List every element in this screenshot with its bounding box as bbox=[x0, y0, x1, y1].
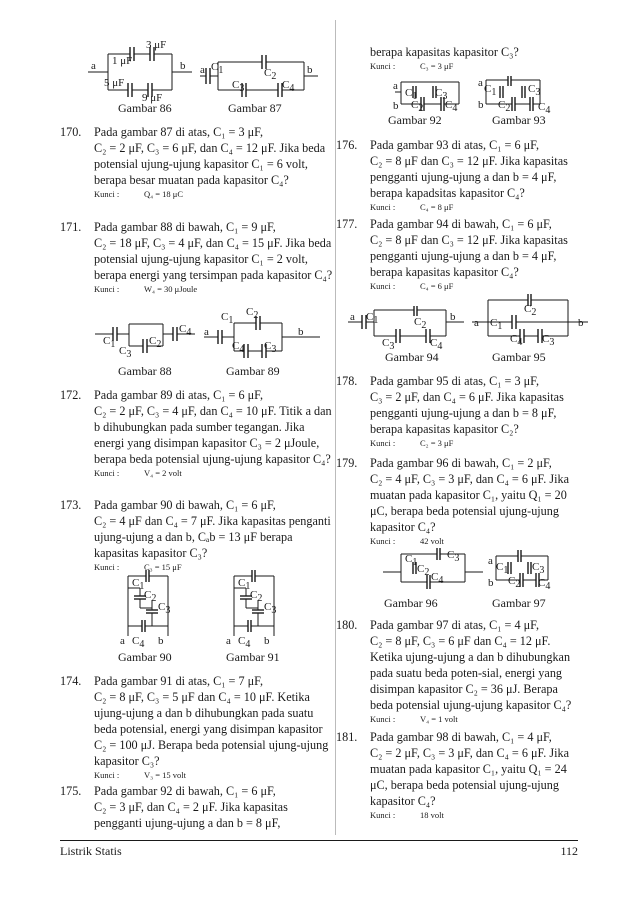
fig89-c4-sub: 4 bbox=[239, 344, 245, 355]
kunci-label: Kunci : bbox=[370, 202, 396, 212]
question-177 bbox=[336, 216, 578, 293]
fig97-c1-sub: 1 bbox=[503, 565, 509, 576]
kunci-label: Kunci : bbox=[94, 284, 120, 294]
question-head: Pada gambar 87 di atas, C₁ = 3 μF, bbox=[94, 125, 263, 139]
fig95-a: a bbox=[474, 317, 479, 329]
fig87-c2: C bbox=[264, 67, 272, 79]
fig92-a: a bbox=[393, 80, 398, 92]
fig88-c3-sub: 3 bbox=[126, 349, 132, 360]
fig87-a: a bbox=[200, 64, 205, 76]
fig97-c4-sub: 4 bbox=[545, 581, 551, 592]
fig97-a: a bbox=[488, 555, 493, 567]
question-number: 176. bbox=[336, 138, 358, 152]
fig97-b: b bbox=[488, 577, 494, 589]
fig91-c3-sub: 3 bbox=[271, 605, 277, 616]
kunci-answer: V₃ = 15 volt bbox=[144, 770, 186, 780]
fig92-c2-sub: 2 bbox=[418, 103, 424, 114]
question-number: 170. bbox=[60, 125, 82, 139]
svg-text:C2 bbox=[250, 589, 262, 604]
question-172 bbox=[60, 387, 335, 480]
svg-text:C2 bbox=[264, 67, 276, 82]
svg-text:C4 bbox=[232, 340, 244, 355]
question-178 bbox=[336, 373, 578, 450]
fig87-c4-sub: 4 bbox=[289, 83, 295, 94]
question-173 bbox=[60, 497, 335, 574]
figure-92-caption: Gambar 92 bbox=[388, 113, 442, 127]
svg-text:C1 bbox=[490, 317, 502, 332]
kunci-label: Kunci : bbox=[370, 61, 396, 71]
question-head: Pada gambar 93 di atas, C₁ = 6 μF, bbox=[370, 138, 539, 152]
svg-text:C1 bbox=[496, 561, 508, 576]
fig95-b: b bbox=[578, 317, 584, 329]
question-head: Pada gambar 92 di bawah, C₁ = 6 μF, bbox=[94, 784, 276, 798]
question-number: 178. bbox=[336, 374, 358, 388]
fig95-c4: C bbox=[510, 333, 518, 345]
question-head: Pada gambar 88 di bawah, C₁ = 9 μF, bbox=[94, 220, 276, 234]
fig92-c3: C bbox=[435, 87, 443, 99]
figure-87-caption: Gambar 87 bbox=[228, 101, 282, 115]
fig93-c2-sub: 2 bbox=[505, 103, 511, 114]
fig95-c3-sub: 3 bbox=[549, 337, 555, 348]
figure-89-caption: Gambar 89 bbox=[226, 364, 280, 378]
svg-text:C3 bbox=[232, 79, 244, 94]
kunci-label: Kunci : bbox=[370, 438, 396, 448]
fig91-c1: C bbox=[238, 577, 246, 589]
figure-88-circuit bbox=[95, 322, 195, 360]
svg-text:C2 bbox=[246, 306, 258, 321]
fig87-c4: C bbox=[282, 79, 290, 91]
fig91-c2: C bbox=[250, 589, 258, 601]
fig88-c4-sub: 4 bbox=[186, 327, 192, 338]
figure-97-caption: Gambar 97 bbox=[492, 596, 546, 610]
svg-text:C3 bbox=[532, 561, 544, 576]
kunci-label: Kunci : bbox=[370, 714, 396, 724]
fig90-c1: C bbox=[132, 577, 140, 589]
kunci-label: Kunci : bbox=[370, 281, 396, 291]
figure-90-circuit bbox=[118, 570, 190, 650]
question-175 bbox=[60, 783, 335, 831]
svg-text:C2 bbox=[144, 589, 156, 604]
fig94-c2: C bbox=[414, 316, 422, 328]
fig92-c3-sub: 3 bbox=[442, 91, 448, 102]
question-175-continued bbox=[336, 44, 578, 73]
fig93-c2: C bbox=[498, 99, 506, 111]
svg-text:C2 bbox=[498, 99, 510, 114]
question-174 bbox=[60, 673, 335, 782]
fig92-c4: C bbox=[445, 99, 453, 111]
question-body: C₂ = 8 μF, C₃ = 6 μF dan C₄ = 12 μF. Ketika ujung-ujung a dan b dihubungkan pada suatu beda poten-sial, energi yang disimpan kapasitor C₂ = 36 μJ. Berapa beda potensial ujung-ujung kapasitor C₄? bbox=[370, 634, 572, 712]
fig87-c1-sub: 1 bbox=[218, 65, 224, 76]
question-body: C₂ = 2 μF, C₃ = 3 μF, dan C₄ = 6 μF. Jika muatan pada kapasitor C₁, yaitu Q₁ = 24 μC, berapa beda potensial ujung-ujung kapasitor C₄? bbox=[370, 746, 570, 808]
figure-87-circuit bbox=[200, 52, 320, 100]
fig95-c3: C bbox=[542, 333, 550, 345]
kunci-answer: V₄ = 1 volt bbox=[420, 714, 458, 724]
fig90-c3: C bbox=[158, 601, 166, 613]
figure-89-circuit bbox=[204, 307, 322, 363]
fig96-c1-sub: 1 bbox=[412, 557, 418, 568]
svg-text:C3 bbox=[119, 345, 131, 360]
fig87-c3-sub: 3 bbox=[239, 83, 245, 94]
fig89-c3: C bbox=[264, 340, 272, 352]
question-body-continued: berapa kapasitas kapasitor C₃? bbox=[370, 45, 519, 59]
fig96-c4-sub: 4 bbox=[438, 575, 444, 586]
question-number: 180. bbox=[336, 618, 358, 632]
question-number: 179. bbox=[336, 456, 358, 470]
figure-96-circuit bbox=[383, 548, 483, 590]
svg-text:C3 bbox=[542, 333, 554, 348]
fig95-c1: C bbox=[490, 317, 498, 329]
fig92-c1: C bbox=[405, 87, 413, 99]
question-180 bbox=[336, 617, 578, 726]
svg-text:C1 bbox=[211, 61, 223, 76]
fig86-b: b bbox=[180, 60, 186, 72]
figure-96-caption: Gambar 96 bbox=[384, 596, 438, 610]
kunci-answer: W₄ = 30 μJoule bbox=[144, 284, 198, 294]
svg-text:C4 bbox=[282, 79, 294, 94]
question-head: Pada gambar 95 di atas, C₁ = 3 μF, bbox=[370, 374, 539, 388]
fig92-c2: C bbox=[411, 99, 419, 111]
question-179 bbox=[336, 455, 578, 548]
fig91-c4: C bbox=[238, 635, 246, 647]
fig89-c1-sub: 1 bbox=[228, 315, 234, 326]
question-body: C₂ = 18 μF, C₃ = 4 μF, dan C₄ = 15 μF. Jika beda potensial ujung-ujung kapasitor C₁ = 2 volt, berapa energi yang tersimpan pada kapasitor C₄? bbox=[94, 236, 333, 282]
figure-94-caption: Gambar 94 bbox=[385, 350, 439, 364]
question-body: C₂ = 3 μF, dan C₄ = 2 μF. Jika kapasitas pengganti ujung-ujung a dan b = 8 μF, bbox=[94, 800, 288, 830]
fig94-c4: C bbox=[430, 337, 438, 349]
svg-text:C2 bbox=[524, 303, 536, 318]
question-body: C₂ = 4 μF dan C₄ = 7 μF. Jika kapasitas penganti ujung-ujung a dan b, Cₐb = 13 μF berapa kapasitas kapasitor C₃? bbox=[94, 514, 331, 560]
question-head: Pada gambar 91 di atas, C₁ = 7 μF, bbox=[94, 674, 263, 688]
fig93-c3: C bbox=[528, 83, 536, 95]
fig90-c3-sub: 3 bbox=[165, 605, 171, 616]
kunci-answer: C₃ = 15 μF bbox=[144, 562, 182, 572]
fig90-c4: C bbox=[132, 635, 140, 647]
kunci-answer: C₄ = 8 μF bbox=[420, 202, 454, 212]
fig86-c4: 9 μF bbox=[142, 92, 163, 104]
fig92-c1-sub: 1 bbox=[412, 91, 418, 102]
fig93-c1-sub: 1 bbox=[491, 87, 497, 98]
fig97-c1: C bbox=[496, 561, 504, 573]
kunci-answer: C₄ = 6 μF bbox=[420, 281, 454, 291]
fig96-c1: C bbox=[405, 553, 413, 565]
question-170 bbox=[60, 124, 335, 201]
fig94-c3: C bbox=[382, 337, 390, 349]
svg-text:C4 bbox=[179, 323, 191, 338]
question-number: 173. bbox=[60, 498, 82, 512]
question-body: C₂ = 2 μF, C₃ = 6 μF, dan C₄ = 12 μF. Jika beda potensial ujung-ujung kapasitor C₁ = 6 volt, berapa besar muatan pada kapasitor C₄? bbox=[94, 141, 326, 187]
question-number: 171. bbox=[60, 220, 82, 234]
kunci-label: Kunci : bbox=[94, 770, 120, 780]
fig94-c2-sub: 2 bbox=[421, 320, 427, 331]
svg-text:C1 bbox=[132, 577, 144, 592]
fig89-a: a bbox=[204, 326, 209, 338]
fig91-b: b bbox=[264, 635, 270, 647]
svg-text:C2 bbox=[508, 575, 520, 590]
kunci-label: Kunci : bbox=[370, 536, 396, 546]
figure-90-caption: Gambar 90 bbox=[118, 650, 172, 664]
svg-text:C4 bbox=[445, 99, 457, 114]
kunci-label: Kunci : bbox=[94, 189, 120, 199]
question-head: Pada gambar 98 di bawah, C₁ = 4 μF, bbox=[370, 730, 552, 744]
kunci-label: Kunci : bbox=[94, 468, 120, 478]
fig90-c4-sub: 4 bbox=[139, 639, 145, 650]
figure-91-circuit bbox=[224, 570, 296, 650]
fig94-a: a bbox=[350, 311, 355, 323]
footer-chapter-title: Listrik Statis bbox=[60, 844, 122, 858]
svg-text:C2 bbox=[414, 316, 426, 331]
fig93-c3-sub: 3 bbox=[535, 87, 541, 98]
fig88-c2: C bbox=[149, 335, 157, 347]
fig94-b: b bbox=[450, 311, 456, 323]
kunci-label: Kunci : bbox=[94, 562, 120, 572]
fig94-c3-sub: 3 bbox=[389, 341, 395, 352]
question-number: 181. bbox=[336, 730, 358, 744]
fig97-c4: C bbox=[538, 577, 546, 589]
fig89-c3-sub: 3 bbox=[271, 344, 277, 355]
figure-97-circuit bbox=[488, 550, 560, 590]
fig91-c4-sub: 4 bbox=[245, 639, 251, 650]
kunci-answer: 18 volt bbox=[420, 810, 444, 820]
fig96-c2-sub: 2 bbox=[424, 567, 430, 578]
fig88-c1-sub: 1 bbox=[110, 339, 116, 350]
question-body: C₂ = 8 μF dan C₃ = 12 μF. Jika kapasitas pengganti ujung-ujung a dan b = 4 μF, berapa kapadsitas kapasitor C₄? bbox=[370, 154, 568, 200]
question-number: 172. bbox=[60, 388, 82, 402]
fig88-c2-sub: 2 bbox=[156, 339, 162, 350]
svg-text:C2 bbox=[417, 563, 429, 578]
fig95-c2: C bbox=[524, 303, 532, 315]
figure-93-caption: Gambar 93 bbox=[492, 113, 546, 127]
fig93-b: b bbox=[478, 99, 484, 111]
fig97-c2: C bbox=[508, 575, 516, 587]
kunci-answer: Q₄ = 18 μC bbox=[144, 189, 183, 199]
fig89-c2-sub: 2 bbox=[253, 310, 259, 321]
figure-95-circuit bbox=[472, 292, 590, 350]
fig86-c1: 1 μF bbox=[112, 55, 133, 67]
question-number: 174. bbox=[60, 674, 82, 688]
svg-text:C3 bbox=[447, 549, 459, 564]
figure-86-circuit bbox=[88, 40, 193, 102]
svg-text:C3 bbox=[528, 83, 540, 98]
fig94-c1-sub: 1 bbox=[373, 315, 379, 326]
question-number: 177. bbox=[336, 217, 358, 231]
question-head: Pada gambar 89 di atas, C₁ = 6 μF, bbox=[94, 388, 263, 402]
fig92-b: b bbox=[393, 100, 399, 112]
fig90-a: a bbox=[120, 635, 125, 647]
fig89-c2: C bbox=[246, 306, 254, 318]
kunci-answer: V₄ = 2 volt bbox=[144, 468, 182, 478]
question-176 bbox=[336, 137, 578, 214]
svg-text:C1 bbox=[221, 311, 233, 326]
question-body: C₂ = 4 μF, C₃ = 3 μF, dan C₄ = 6 μF. Jika muatan pada kapasitor C₁, yaitu Q₁ = 20 μC, berapa beda potensial ujung-ujung kapasitor C₄? bbox=[370, 472, 570, 534]
figure-86-caption: Gambar 86 bbox=[118, 101, 172, 115]
fig91-c1-sub: 1 bbox=[245, 581, 251, 592]
fig89-c4: C bbox=[232, 340, 240, 352]
fig91-c3: C bbox=[264, 601, 272, 613]
fig86-a: a bbox=[91, 60, 96, 72]
figure-88-caption: Gambar 88 bbox=[118, 364, 172, 378]
fig93-c4-sub: 4 bbox=[545, 105, 551, 116]
fig95-c4-sub: 4 bbox=[517, 337, 523, 348]
svg-text:C2 bbox=[149, 335, 161, 350]
fig90-c2-sub: 2 bbox=[151, 593, 157, 604]
footer-page-number: 112 bbox=[560, 844, 578, 858]
fig96-c2: C bbox=[417, 563, 425, 575]
svg-text:C4 bbox=[132, 635, 144, 650]
svg-text:C1 bbox=[405, 553, 417, 568]
figure-91-caption: Gambar 91 bbox=[226, 650, 280, 664]
figure-95-caption: Gambar 95 bbox=[492, 350, 546, 364]
fig88-c1: C bbox=[103, 335, 111, 347]
question-head: Pada gambar 94 di bawah, C₁ = 6 μF, bbox=[370, 217, 552, 231]
svg-text:C1 bbox=[238, 577, 250, 592]
kunci-answer: C₃ = 3 μF bbox=[420, 61, 454, 71]
fig93-c1: C bbox=[484, 83, 492, 95]
footer-rule bbox=[60, 840, 578, 841]
fig87-c3: C bbox=[232, 79, 240, 91]
question-171 bbox=[60, 219, 335, 296]
question-head: Pada gambar 96 di bawah, C₁ = 2 μF, bbox=[370, 456, 552, 470]
figure-92-circuit bbox=[393, 78, 473, 112]
fig97-c3-sub: 3 bbox=[539, 565, 545, 576]
fig90-b: b bbox=[158, 635, 164, 647]
fig91-c2-sub: 2 bbox=[257, 593, 263, 604]
question-181 bbox=[336, 729, 578, 822]
kunci-answer: 42 volt bbox=[420, 536, 444, 546]
fig88-c4: C bbox=[179, 323, 187, 335]
fig90-c1-sub: 1 bbox=[139, 581, 145, 592]
question-body: C₂ = 8 μF dan C₃ = 12 μF. Jika kapasitas pengganti ujung-ujung a dan b = 4 μF, berapa kapasitas kapasitor C₄? bbox=[370, 233, 568, 279]
fig97-c3: C bbox=[532, 561, 540, 573]
fig90-c2: C bbox=[144, 589, 152, 601]
question-head: Pada gambar 97 di atas, C₁ = 4 μF, bbox=[370, 618, 539, 632]
question-body: C₂ = 2 μF, C₃ = 4 μF, dan C₄ = 10 μF. Titik a dan b dihubungkan pada sumber tegangan. Jika energi yang disimpan kapasitor C₃ = 2 μJoule, berapa beda potensial ujung-ujung kapasitor C₄? bbox=[94, 404, 332, 466]
fig92-c4-sub: 4 bbox=[452, 103, 458, 114]
svg-text:C1 bbox=[366, 311, 378, 326]
fig87-b: b bbox=[307, 64, 313, 76]
question-head: Pada gambar 90 di bawah, C₁ = 6 μF, bbox=[94, 498, 276, 512]
fig88-c3: C bbox=[119, 345, 127, 357]
svg-text:C4 bbox=[431, 571, 443, 586]
fig95-c2-sub: 2 bbox=[531, 307, 537, 318]
figure-93-circuit bbox=[478, 76, 562, 116]
fig96-c3-sub: 3 bbox=[454, 553, 460, 564]
question-body: C₃ = 2 μF, dan C₄ = 6 μF. Jika kapasitas pengganti ujung-ujung a dan b = 8 μF, berapa kapasitas kapasitor C₂? bbox=[370, 390, 564, 436]
kunci-label: Kunci : bbox=[370, 810, 396, 820]
fig86-c3: 5 μF bbox=[104, 77, 125, 89]
kunci-answer: C₂ = 3 μF bbox=[420, 438, 454, 448]
fig89-b: b bbox=[298, 326, 304, 338]
fig94-c1: C bbox=[366, 311, 374, 323]
fig89-c1: C bbox=[221, 311, 229, 323]
fig97-c2-sub: 2 bbox=[515, 579, 521, 590]
question-body: C₂ = 8 μF, C₃ = 5 μF dan C₄ = 10 μF. Ketika ujung-ujung a dan b dihubungkan pada suatu beda potensial, energi yang disimpan kapasitor C₂ = 100 μJ. Berapa beda potensial ujung-ujung kapasitor C₃? bbox=[94, 690, 329, 768]
fig87-c2-sub: 2 bbox=[271, 71, 277, 82]
fig91-a: a bbox=[226, 635, 231, 647]
fig86-c2: 3 μF bbox=[146, 39, 167, 51]
fig87-c1: C bbox=[211, 61, 219, 73]
fig96-c3: C bbox=[447, 549, 455, 561]
svg-text:C4 bbox=[238, 635, 250, 650]
figure-94-circuit bbox=[348, 306, 466, 350]
fig94-c4-sub: 4 bbox=[437, 341, 443, 352]
fig95-c1-sub: 1 bbox=[497, 321, 503, 332]
question-number: 175. bbox=[60, 784, 82, 798]
fig96-c4: C bbox=[431, 571, 439, 583]
fig93-c4: C bbox=[538, 101, 546, 113]
fig93-a: a bbox=[478, 77, 483, 89]
